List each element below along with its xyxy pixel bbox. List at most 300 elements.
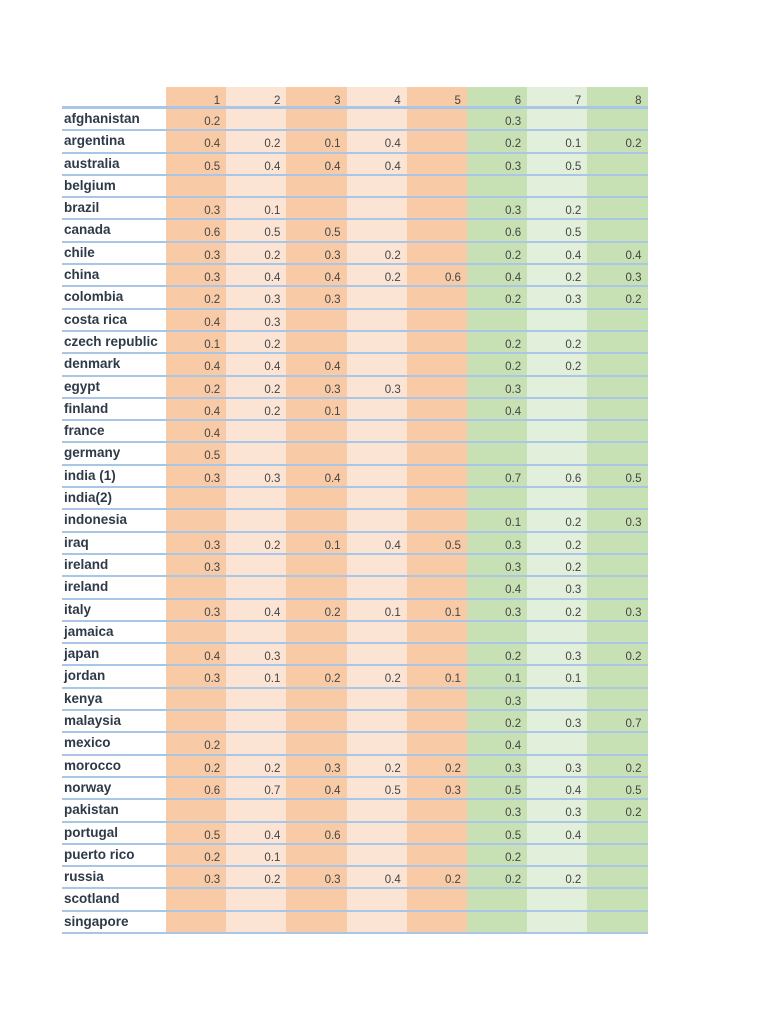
value-cell: 0.5 xyxy=(467,823,527,845)
value-cell xyxy=(527,845,587,867)
value-cell xyxy=(587,845,647,867)
country-name-cell: indonesia xyxy=(62,510,166,532)
value-cell xyxy=(587,377,647,399)
value-cell: 0.2 xyxy=(347,666,407,688)
value-cell: 0.4 xyxy=(467,733,527,755)
value-cell: 0.2 xyxy=(527,332,587,354)
value-cell: 0.2 xyxy=(467,711,527,733)
value-cell: 0.4 xyxy=(347,867,407,889)
table-row xyxy=(62,421,648,443)
value-cell xyxy=(347,622,407,644)
value-cell: 0.3 xyxy=(226,287,286,309)
value-cell: 0.4 xyxy=(166,354,226,376)
value-cell xyxy=(467,421,527,443)
value-cell: 0.3 xyxy=(166,867,226,889)
value-cell xyxy=(407,243,467,265)
table-row xyxy=(62,733,648,755)
value-cell xyxy=(407,131,467,153)
value-cell: 0.3 xyxy=(527,577,587,599)
value-cell xyxy=(347,889,407,911)
country-name-cell: brazil xyxy=(62,198,166,220)
value-cell xyxy=(467,889,527,911)
value-cell xyxy=(226,711,286,733)
value-cell xyxy=(347,912,407,934)
value-cell: 0.4 xyxy=(226,600,286,622)
value-cell: 0.2 xyxy=(587,131,647,153)
value-cell: 0.5 xyxy=(527,154,587,176)
table-row xyxy=(62,332,648,354)
value-cell xyxy=(226,889,286,911)
header-corner-cell xyxy=(62,87,166,109)
table-row xyxy=(62,622,648,644)
value-cell: 0.4 xyxy=(166,644,226,666)
value-cell xyxy=(587,109,647,131)
value-cell xyxy=(226,109,286,131)
value-cell xyxy=(587,332,647,354)
value-cell xyxy=(407,711,467,733)
table-row xyxy=(62,689,648,711)
value-cell: 0.2 xyxy=(166,109,226,131)
table-row xyxy=(62,377,648,399)
value-cell: 0.3 xyxy=(467,377,527,399)
country-name-cell: malaysia xyxy=(62,711,166,733)
value-cell: 0.3 xyxy=(587,265,647,287)
value-cell xyxy=(407,644,467,666)
value-cell: 0.4 xyxy=(166,399,226,421)
table-row xyxy=(62,823,648,845)
country-name-cell: china xyxy=(62,265,166,287)
value-cell: 0.2 xyxy=(286,666,346,688)
value-cell: 0.2 xyxy=(587,756,647,778)
table-row xyxy=(62,176,648,198)
value-cell: 0.2 xyxy=(467,867,527,889)
value-cell: 0.5 xyxy=(527,220,587,242)
value-cell: 0.3 xyxy=(527,644,587,666)
data-table xyxy=(62,87,648,934)
value-cell: 0.4 xyxy=(226,354,286,376)
value-cell: 0.7 xyxy=(226,778,286,800)
country-name-cell: finland xyxy=(62,399,166,421)
value-cell xyxy=(407,510,467,532)
value-cell: 0.1 xyxy=(527,131,587,153)
value-cell xyxy=(587,577,647,599)
table-row xyxy=(62,109,648,131)
value-cell xyxy=(407,310,467,332)
value-cell: 0.1 xyxy=(286,399,346,421)
value-cell: 0.6 xyxy=(286,823,346,845)
column-header: 3 xyxy=(286,87,346,109)
value-cell: 0.2 xyxy=(467,354,527,376)
value-cell xyxy=(347,466,407,488)
value-cell xyxy=(347,823,407,845)
value-cell xyxy=(347,800,407,822)
value-cell: 0.2 xyxy=(226,131,286,153)
table-row xyxy=(62,644,648,666)
value-cell: 0.3 xyxy=(467,109,527,131)
value-cell: 0.4 xyxy=(226,265,286,287)
country-name-cell: france xyxy=(62,421,166,443)
value-cell: 0.2 xyxy=(527,510,587,532)
table-body xyxy=(62,109,648,934)
value-cell xyxy=(286,644,346,666)
value-cell xyxy=(286,622,346,644)
value-cell: 0.2 xyxy=(467,287,527,309)
value-cell: 0.3 xyxy=(347,377,407,399)
value-cell: 0.2 xyxy=(347,756,407,778)
value-cell: 0.2 xyxy=(407,867,467,889)
value-cell: 0.3 xyxy=(166,265,226,287)
value-cell xyxy=(587,354,647,376)
value-cell xyxy=(527,889,587,911)
value-cell xyxy=(587,533,647,555)
value-cell xyxy=(467,622,527,644)
value-cell xyxy=(527,421,587,443)
value-cell xyxy=(347,287,407,309)
country-name-cell: pakistan xyxy=(62,800,166,822)
column-header: 1 xyxy=(166,87,226,109)
value-cell: 0.4 xyxy=(286,354,346,376)
value-cell xyxy=(286,555,346,577)
value-cell xyxy=(166,176,226,198)
value-cell: 0.6 xyxy=(527,466,587,488)
header-row xyxy=(62,87,648,109)
value-cell xyxy=(347,443,407,465)
value-cell xyxy=(347,220,407,242)
table-row xyxy=(62,555,648,577)
value-cell xyxy=(587,823,647,845)
country-name-cell: australia xyxy=(62,154,166,176)
value-cell: 0.3 xyxy=(166,198,226,220)
value-cell: 0.2 xyxy=(467,243,527,265)
country-name-cell: puerto rico xyxy=(62,845,166,867)
value-cell xyxy=(587,443,647,465)
value-cell: 0.5 xyxy=(587,466,647,488)
value-cell: 0.3 xyxy=(286,287,346,309)
value-cell xyxy=(407,689,467,711)
value-cell xyxy=(166,510,226,532)
value-cell xyxy=(407,912,467,934)
value-cell xyxy=(166,912,226,934)
value-cell xyxy=(286,310,346,332)
value-cell: 0.3 xyxy=(286,867,346,889)
value-cell: 0.3 xyxy=(226,644,286,666)
value-cell xyxy=(467,488,527,510)
value-cell: 0.4 xyxy=(286,778,346,800)
value-cell: 0.2 xyxy=(166,733,226,755)
value-cell: 0.2 xyxy=(166,377,226,399)
table-row xyxy=(62,800,648,822)
country-name-cell: belgium xyxy=(62,176,166,198)
value-cell: 0.2 xyxy=(527,533,587,555)
value-cell xyxy=(587,310,647,332)
value-cell xyxy=(286,421,346,443)
column-header: 4 xyxy=(347,87,407,109)
value-cell xyxy=(587,666,647,688)
value-cell: 0.4 xyxy=(166,131,226,153)
column-header: 8 xyxy=(587,87,647,109)
country-name-cell: czech republic xyxy=(62,332,166,354)
value-cell xyxy=(347,354,407,376)
value-cell xyxy=(527,310,587,332)
value-cell xyxy=(347,733,407,755)
value-cell xyxy=(226,622,286,644)
value-cell xyxy=(226,577,286,599)
value-cell xyxy=(226,443,286,465)
country-name-cell: singapore xyxy=(62,912,166,934)
value-cell xyxy=(527,377,587,399)
value-cell xyxy=(407,377,467,399)
value-cell xyxy=(347,555,407,577)
value-cell xyxy=(527,176,587,198)
value-cell xyxy=(467,443,527,465)
value-cell xyxy=(166,622,226,644)
value-cell xyxy=(286,176,346,198)
country-name-cell: morocco xyxy=(62,756,166,778)
value-cell xyxy=(226,488,286,510)
value-cell xyxy=(347,510,407,532)
value-cell xyxy=(286,577,346,599)
table-row xyxy=(62,399,648,421)
table-row xyxy=(62,889,648,911)
value-cell: 0.4 xyxy=(286,265,346,287)
value-cell xyxy=(226,912,286,934)
value-cell: 0.7 xyxy=(587,711,647,733)
country-name-cell: germany xyxy=(62,443,166,465)
value-cell xyxy=(226,176,286,198)
value-cell xyxy=(347,198,407,220)
country-name-cell: afghanistan xyxy=(62,109,166,131)
value-cell: 0.1 xyxy=(407,666,467,688)
value-cell xyxy=(407,198,467,220)
country-name-cell: portugal xyxy=(62,823,166,845)
country-name-cell: russia xyxy=(62,867,166,889)
value-cell: 0.2 xyxy=(527,198,587,220)
value-cell xyxy=(587,555,647,577)
value-cell xyxy=(467,912,527,934)
value-cell xyxy=(527,733,587,755)
value-cell: 0.1 xyxy=(226,198,286,220)
value-cell xyxy=(587,912,647,934)
value-cell xyxy=(407,332,467,354)
value-cell: 0.5 xyxy=(347,778,407,800)
country-name-cell: canada xyxy=(62,220,166,242)
value-cell: 0.3 xyxy=(166,466,226,488)
value-cell: 0.4 xyxy=(467,399,527,421)
country-name-cell: italy xyxy=(62,600,166,622)
value-cell: 0.2 xyxy=(467,845,527,867)
value-cell: 0.2 xyxy=(286,600,346,622)
value-cell xyxy=(407,823,467,845)
value-cell: 0.2 xyxy=(527,555,587,577)
table-row xyxy=(62,354,648,376)
value-cell: 0.2 xyxy=(467,131,527,153)
value-cell xyxy=(347,711,407,733)
value-cell: 0.2 xyxy=(407,756,467,778)
value-cell: 0.4 xyxy=(347,154,407,176)
value-cell: 0.3 xyxy=(467,756,527,778)
value-cell xyxy=(407,577,467,599)
value-cell xyxy=(347,332,407,354)
value-cell xyxy=(286,733,346,755)
value-cell xyxy=(587,622,647,644)
value-cell: 0.1 xyxy=(347,600,407,622)
value-cell: 0.3 xyxy=(467,533,527,555)
country-name-cell: ireland xyxy=(62,577,166,599)
table-row xyxy=(62,756,648,778)
country-name-cell: jamaica xyxy=(62,622,166,644)
value-cell xyxy=(407,622,467,644)
value-cell: 0.2 xyxy=(587,644,647,666)
value-cell: 0.2 xyxy=(226,243,286,265)
table-row xyxy=(62,310,648,332)
value-cell: 0.3 xyxy=(286,756,346,778)
value-cell xyxy=(226,800,286,822)
value-cell xyxy=(286,689,346,711)
value-cell: 0.5 xyxy=(166,823,226,845)
value-cell xyxy=(407,845,467,867)
value-cell: 0.4 xyxy=(226,154,286,176)
value-cell xyxy=(407,443,467,465)
value-cell xyxy=(286,198,346,220)
value-cell xyxy=(347,421,407,443)
value-cell xyxy=(407,176,467,198)
table-row xyxy=(62,666,648,688)
value-cell: 0.4 xyxy=(527,823,587,845)
value-cell: 0.2 xyxy=(226,377,286,399)
value-cell: 0.2 xyxy=(347,265,407,287)
value-cell xyxy=(286,845,346,867)
value-cell: 0.4 xyxy=(286,154,346,176)
value-cell: 0.3 xyxy=(166,600,226,622)
value-cell xyxy=(587,889,647,911)
value-cell: 0.2 xyxy=(587,800,647,822)
value-cell: 0.4 xyxy=(166,310,226,332)
table-row xyxy=(62,912,648,934)
value-cell: 0.3 xyxy=(527,800,587,822)
value-cell xyxy=(587,867,647,889)
country-name-cell: japan xyxy=(62,644,166,666)
value-cell: 0.5 xyxy=(587,778,647,800)
value-cell xyxy=(407,399,467,421)
table-row xyxy=(62,287,648,309)
value-cell: 0.1 xyxy=(286,131,346,153)
value-cell: 0.1 xyxy=(407,600,467,622)
value-cell xyxy=(587,488,647,510)
value-cell: 0.3 xyxy=(527,711,587,733)
value-cell xyxy=(226,421,286,443)
value-cell xyxy=(527,109,587,131)
value-cell xyxy=(467,176,527,198)
value-cell: 0.2 xyxy=(467,332,527,354)
table-row xyxy=(62,488,648,510)
table-row xyxy=(62,778,648,800)
value-cell: 0.6 xyxy=(166,778,226,800)
table-row xyxy=(62,443,648,465)
value-cell xyxy=(527,399,587,421)
value-cell: 0.2 xyxy=(226,399,286,421)
country-name-cell: argentina xyxy=(62,131,166,153)
value-cell xyxy=(587,198,647,220)
value-cell xyxy=(467,310,527,332)
value-cell: 0.3 xyxy=(407,778,467,800)
value-cell xyxy=(226,733,286,755)
value-cell: 0.5 xyxy=(407,533,467,555)
table-row xyxy=(62,154,648,176)
value-cell xyxy=(527,912,587,934)
value-cell: 0.3 xyxy=(166,555,226,577)
country-name-cell: ireland xyxy=(62,555,166,577)
table-row xyxy=(62,243,648,265)
value-cell xyxy=(286,912,346,934)
value-cell: 0.5 xyxy=(467,778,527,800)
value-cell: 0.3 xyxy=(226,310,286,332)
value-cell: 0.5 xyxy=(166,154,226,176)
value-cell xyxy=(407,800,467,822)
country-name-cell: denmark xyxy=(62,354,166,376)
value-cell xyxy=(407,354,467,376)
value-cell: 0.4 xyxy=(527,778,587,800)
value-cell xyxy=(407,889,467,911)
value-cell xyxy=(587,176,647,198)
country-name-cell: india(2) xyxy=(62,488,166,510)
country-name-cell: costa rica xyxy=(62,310,166,332)
table-row xyxy=(62,600,648,622)
value-cell: 0.7 xyxy=(467,466,527,488)
value-cell xyxy=(347,644,407,666)
column-header: 5 xyxy=(407,87,467,109)
value-cell xyxy=(347,488,407,510)
value-cell: 0.3 xyxy=(467,689,527,711)
value-cell xyxy=(407,287,467,309)
column-header: 2 xyxy=(226,87,286,109)
value-cell xyxy=(286,332,346,354)
value-cell xyxy=(407,466,467,488)
value-cell: 0.2 xyxy=(226,533,286,555)
value-cell xyxy=(286,889,346,911)
value-cell: 0.5 xyxy=(286,220,346,242)
value-cell: 0.3 xyxy=(467,555,527,577)
value-cell: 0.1 xyxy=(467,666,527,688)
value-cell: 0.4 xyxy=(527,243,587,265)
value-cell: 0.3 xyxy=(166,243,226,265)
table-row xyxy=(62,867,648,889)
value-cell: 0.6 xyxy=(166,220,226,242)
value-cell: 0.4 xyxy=(166,421,226,443)
value-cell: 0.1 xyxy=(226,666,286,688)
value-cell: 0.2 xyxy=(226,332,286,354)
table-row xyxy=(62,131,648,153)
value-cell: 0.3 xyxy=(527,756,587,778)
value-cell xyxy=(286,443,346,465)
value-cell: 0.2 xyxy=(347,243,407,265)
value-cell xyxy=(527,622,587,644)
country-name-cell: norway xyxy=(62,778,166,800)
value-cell: 0.3 xyxy=(467,198,527,220)
value-cell: 0.2 xyxy=(527,354,587,376)
value-cell xyxy=(347,845,407,867)
table-row xyxy=(62,711,648,733)
value-cell: 0.4 xyxy=(347,131,407,153)
value-cell xyxy=(407,220,467,242)
value-cell xyxy=(587,733,647,755)
value-cell: 0.2 xyxy=(587,287,647,309)
value-cell: 0.4 xyxy=(587,243,647,265)
value-cell xyxy=(587,421,647,443)
value-cell xyxy=(347,577,407,599)
value-cell xyxy=(286,510,346,532)
country-name-cell: mexico xyxy=(62,733,166,755)
value-cell: 0.5 xyxy=(226,220,286,242)
